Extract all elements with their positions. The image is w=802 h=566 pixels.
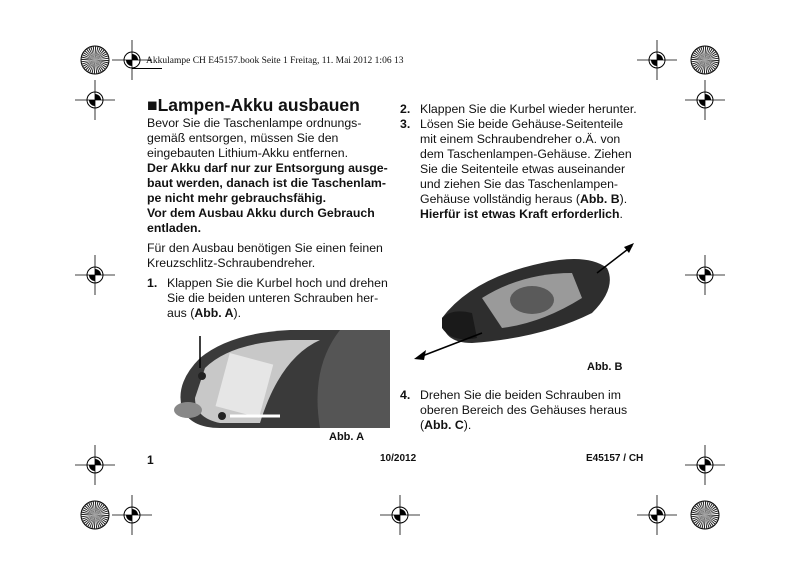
- step-line: Klappen Sie die Kurbel wieder herunter.: [420, 102, 637, 116]
- warning-line: Vor dem Ausbau Akku durch Gebrauch: [147, 206, 375, 220]
- intro-line: gemäß entsorgen, müssen Sie den: [147, 131, 339, 145]
- right-column-lower: [400, 388, 650, 433]
- figure-b-caption: Abb. B: [587, 361, 623, 373]
- tools-line: Kreuzschlitz-Schraubendreher.: [147, 256, 316, 270]
- warning-line: pe nicht mehr gebrauchsfähig.: [147, 191, 327, 205]
- starburst-registration-icon: [80, 45, 110, 75]
- crosshair-registration-icon: [75, 255, 115, 295]
- crosshair-registration-icon: [380, 495, 420, 535]
- figure-ref: Abb. B: [579, 192, 620, 206]
- figure-a-image: [160, 328, 392, 433]
- step-number: 4.: [400, 388, 411, 402]
- crosshair-registration-icon: [75, 445, 115, 485]
- step-number: 3.: [400, 117, 411, 131]
- step-line: Gehäuse vollständig heraus (Abb. B).: [420, 192, 628, 206]
- step-note: Hierfür ist etwas Kraft erforderlich.: [420, 207, 623, 221]
- step-line: aus (Abb. A).: [167, 306, 242, 320]
- warning-line: entladen.: [147, 221, 201, 235]
- step-line: dem Taschenlampen-Gehäuse. Ziehen: [420, 147, 632, 161]
- figure-ref: Abb. C: [424, 418, 464, 432]
- step-1: [147, 276, 392, 321]
- step-4: [400, 388, 650, 433]
- step-line: Lösen Sie beide Gehäuse-Seitenteile: [420, 117, 624, 131]
- step-line: Klappen Sie die Kurbel hoch und drehen: [167, 276, 388, 290]
- intro-line: eingebauten Lithium-Akku entfernen.: [147, 146, 348, 160]
- section-title: ■Lampen-Akku ausbauen: [147, 95, 360, 115]
- step-line: Sie die Seitenteile etwas auseinander: [420, 162, 626, 176]
- step-line: oberen Bereich des Gehäuses heraus: [420, 403, 628, 417]
- print-header: Akkulampe CH E45157.book Seite 1 Freitag, 11. Mai 2012 1:06 13: [146, 56, 404, 66]
- crosshair-registration-icon: [685, 445, 725, 485]
- right-column: [400, 102, 650, 222]
- step-number: 2.: [400, 102, 411, 116]
- intro-line: Bevor Sie die Taschenlampe ordnungs-: [147, 116, 362, 130]
- step-number: 1.: [147, 276, 158, 290]
- starburst-registration-icon: [690, 45, 720, 75]
- crosshair-registration-icon: [112, 40, 152, 80]
- step-line: mit einem Schraubendreher o.Ä. von: [420, 132, 621, 146]
- step-3: [400, 117, 650, 222]
- left-column: [147, 95, 392, 321]
- crosshair-registration-icon: [685, 80, 725, 120]
- crosshair-registration-icon: [112, 495, 152, 535]
- starburst-registration-icon: [690, 500, 720, 530]
- step-line: (Abb. C).: [420, 418, 472, 432]
- figure-ref: Abb. A: [194, 306, 234, 320]
- step-line: Sie die beiden unteren Schrauben her-: [167, 291, 379, 305]
- step-2: [400, 102, 650, 117]
- crosshair-registration-icon: [637, 40, 677, 80]
- footer-date: 10/2012: [380, 453, 417, 464]
- figure-b-image: [412, 238, 637, 363]
- starburst-registration-icon: [80, 500, 110, 530]
- step-line: Drehen Sie die beiden Schrauben im: [420, 388, 621, 402]
- crosshair-registration-icon: [685, 255, 725, 295]
- crosshair-registration-icon: [637, 495, 677, 535]
- footer-code: E45157 / CH: [586, 453, 644, 464]
- crosshair-registration-icon: [75, 80, 115, 120]
- figure-a-caption: Abb. A: [329, 431, 365, 443]
- step-line: und ziehen Sie das Taschenlampen-: [420, 177, 619, 191]
- tools-line: Für den Ausbau benötigen Sie einen feinen: [147, 241, 383, 255]
- warning-line: baut werden, danach ist die Taschenlam-: [147, 176, 386, 190]
- page-number: 1: [147, 453, 154, 467]
- warning-line: Der Akku darf nur zur Entsorgung ausge-: [147, 161, 388, 175]
